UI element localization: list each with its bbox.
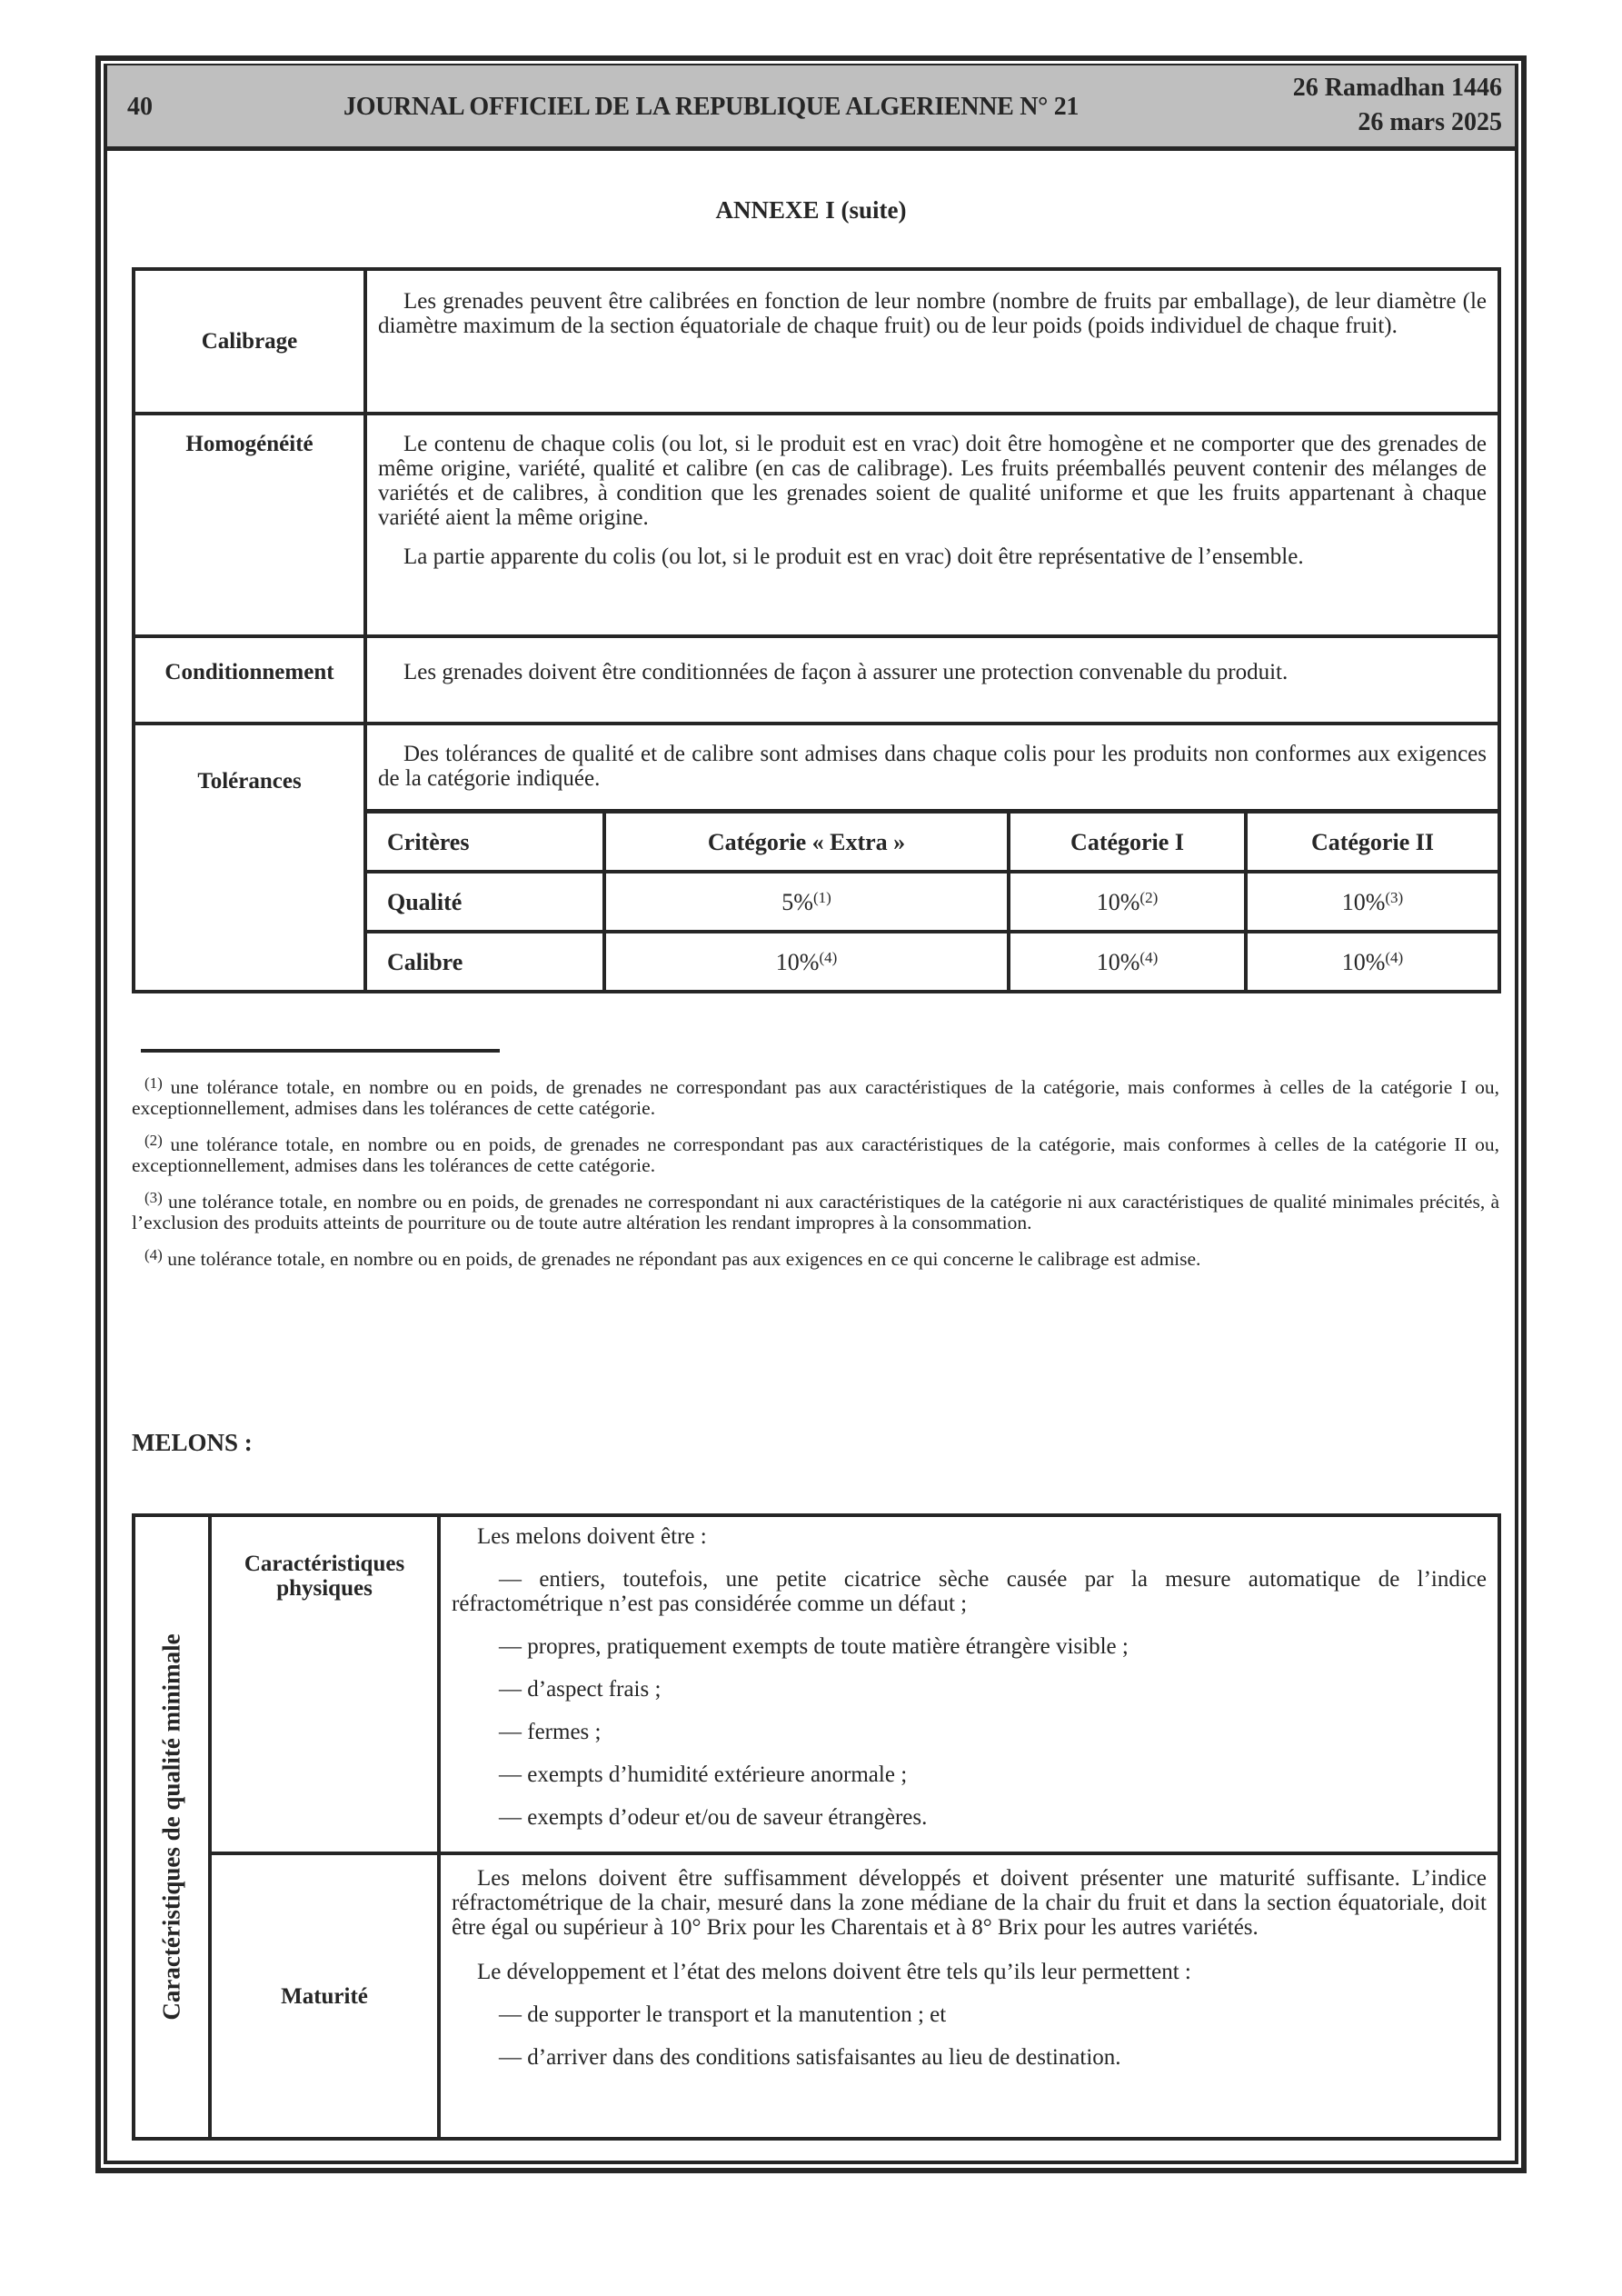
page-number: 40	[127, 93, 153, 121]
paragraph: Les grenades peuvent être calibrées en fonction de leur nombre (nombre de fruits par emballage), de leur diamètre (le diamètre maximum de la section équatoriale de chaque fruit) ou de leur poids (poids individuel de chaque fruit).	[378, 289, 1487, 338]
group-label: Caractéristiques de qualité minimale	[157, 1633, 185, 2021]
value-cell	[1009, 872, 1246, 932]
footnote	[132, 1189, 1499, 1233]
row-label: Calibrage	[134, 269, 365, 414]
table-row	[134, 269, 1499, 414]
value: 10%	[1096, 948, 1140, 975]
list-item: — d’aspect frais ;	[499, 1677, 662, 1702]
row-body	[365, 269, 1499, 414]
table-row	[134, 1515, 1499, 1853]
table-row	[134, 1853, 1499, 2139]
paragraph: Le développement et l’état des melons doivent être tels qu’ils leur permettent :	[477, 1960, 1191, 1984]
paragraph: Les melons doivent être suffisamment développés et doivent présenter une maturité suffisante. L’indice réfractométrique de la chair, mesuré dans la zone médiane de la chair du fruit et dans la section équatoriale, doit être égal ou supérieur à 10° Brix pour les Charentais et à 8° Brix pour les autres variétés.	[452, 1866, 1487, 1940]
header-dates	[1293, 71, 1502, 140]
footnote	[132, 1074, 1499, 1119]
footnote-ref: (4)	[1385, 948, 1404, 966]
value: 10%	[1096, 888, 1140, 915]
value-cell	[1246, 872, 1498, 932]
footnote-separator	[141, 1049, 500, 1053]
tolerances-header-row	[367, 812, 1498, 873]
paragraph: Le contenu de chaque colis (ou lot, si le produit est en vrac) doit être homogène et ne comporter que des grenades de même origine, variété, qualité et calibre (en cas de calibrage). Les fruits préemballés peuvent contenir des mélanges de variétés et de calibres, à condition que les grenades soient de qualité uniforme et que les fruits appartenant à chaque variété aient la même origine.	[378, 432, 1487, 530]
gregorian-date: 26 mars 2025	[1358, 108, 1502, 136]
list-item: — entiers, toutefois, une petite cicatrice sèche causée par la mesure automatique de l’indice réfractométrique n’est pas considérée comme un défaut ;	[452, 1567, 1487, 1616]
footnote	[132, 1134, 1499, 1176]
footnote-ref: (4)	[819, 948, 838, 966]
value-cell	[1246, 932, 1498, 990]
row-label: Conditionnement	[134, 636, 365, 724]
row-label: Caractéristiques physiques	[210, 1515, 439, 1853]
footnote-mark: (2)	[144, 1132, 163, 1149]
footnote	[132, 1246, 1499, 1270]
melons-title: MELONS :	[132, 1429, 253, 1456]
table-row	[367, 932, 1498, 990]
list-item: — exempts d’odeur et/ou de saveur étrangères.	[499, 1805, 928, 1830]
criterion-cell: Qualité	[367, 872, 604, 932]
hijri-date: 26 Ramadhan 1446	[1292, 74, 1502, 102]
row-label: Tolérances	[134, 724, 365, 992]
footnote-ref: (1)	[812, 888, 831, 906]
grenades-table	[132, 267, 1501, 993]
footnote-mark: (4)	[144, 1246, 163, 1263]
annexe-title: ANNEXE I (suite)	[715, 196, 907, 224]
list-item: — fermes ;	[499, 1720, 602, 1744]
footnote-ref: (2)	[1139, 888, 1159, 906]
value-cell	[1009, 932, 1246, 990]
column-header: Catégorie I	[1009, 812, 1246, 873]
footnote-ref: (3)	[1385, 888, 1404, 906]
footnote-text: une tolérance totale, en nombre ou en poids, de grenades ne correspondant pas aux caractéristiques de la catégorie, mais conformes à celles de la catégorie II ou, exceptionnellement, admises dans les tolérances de cette catégorie.	[132, 1133, 1499, 1176]
journal-title: JOURNAL OFFICIEL DE LA REPUBLIQUE ALGERIENNE N° 21	[343, 93, 1080, 121]
column-header: Catégorie « Extra »	[604, 812, 1009, 873]
value: 10%	[775, 948, 820, 975]
row-body	[365, 636, 1499, 724]
value-cell	[604, 872, 1009, 932]
value-cell	[604, 932, 1009, 990]
footnote-text: une tolérance totale, en nombre ou en poids, de grenades ne répondant pas aux exigences en ce qui concerne le calibrage est admise.	[162, 1248, 1201, 1270]
footnote-mark: (3)	[144, 1189, 163, 1206]
value: 5%	[781, 888, 813, 915]
value: 10%	[1341, 888, 1386, 915]
list-item: — de supporter le transport et la manutention ; et	[499, 2002, 947, 2027]
list-item: — propres, pratiquement exempts de toute matière étrangère visible ;	[499, 1634, 1129, 1659]
footnote-mark: (1)	[144, 1074, 163, 1092]
footnote-text: une tolérance totale, en nombre ou en poids, de grenades ne correspondant pas aux caractéristiques de la catégorie, mais conformes à celles de la catégorie I ou, exceptionnellement, admises dans les tolérances de cette catégorie.	[132, 1076, 1499, 1119]
group-label-cell	[134, 1515, 210, 2139]
list-item: — exempts d’humidité extérieure anormale ;	[499, 1762, 908, 1787]
column-header: Critères	[367, 812, 604, 873]
footnote-text: une tolérance totale, en nombre ou en poids, de grenades ne correspondant ni aux caractéristiques de la catégorie ni aux caractéristiques de qualité minimales précités, à l’exclusion des produits atteints de pourriture ou de toute autre altération les rendant impropres à la consommation.	[132, 1191, 1499, 1233]
row-label: Homogénéité	[134, 414, 365, 636]
table-row	[134, 636, 1499, 724]
value: 10%	[1341, 948, 1386, 975]
column-header: Catégorie II	[1246, 812, 1498, 873]
criterion-cell: Calibre	[367, 932, 604, 990]
table-row	[134, 414, 1499, 636]
row-body	[439, 1853, 1499, 2139]
footnote-ref: (4)	[1139, 948, 1159, 966]
paragraph: Les grenades doivent être conditionnées de façon à assurer une protection convenable du produit.	[403, 660, 1289, 684]
table-row	[134, 724, 1499, 992]
row-body	[365, 724, 1499, 992]
tolerances-table	[367, 809, 1498, 990]
row-label: Maturité	[210, 1853, 439, 2139]
table-row	[367, 872, 1498, 932]
row-body	[365, 414, 1499, 636]
paragraph: Des tolérances de qualité et de calibre sont admises dans chaque colis pour les produits non conformes aux exigences de la catégorie indiquée.	[378, 742, 1487, 791]
paragraph: Les melons doivent être :	[477, 1524, 707, 1549]
tolerances-intro	[367, 725, 1498, 809]
paragraph: La partie apparente du colis (ou lot, si le produit est en vrac) doit être représentative de l’ensemble.	[403, 544, 1304, 569]
footnotes	[132, 1074, 1499, 1285]
row-body	[439, 1515, 1499, 1853]
melons-table	[132, 1513, 1501, 2141]
list-item: — d’arriver dans des conditions satisfaisantes au lieu de destination.	[499, 2045, 1121, 2070]
journal-header	[107, 65, 1515, 151]
